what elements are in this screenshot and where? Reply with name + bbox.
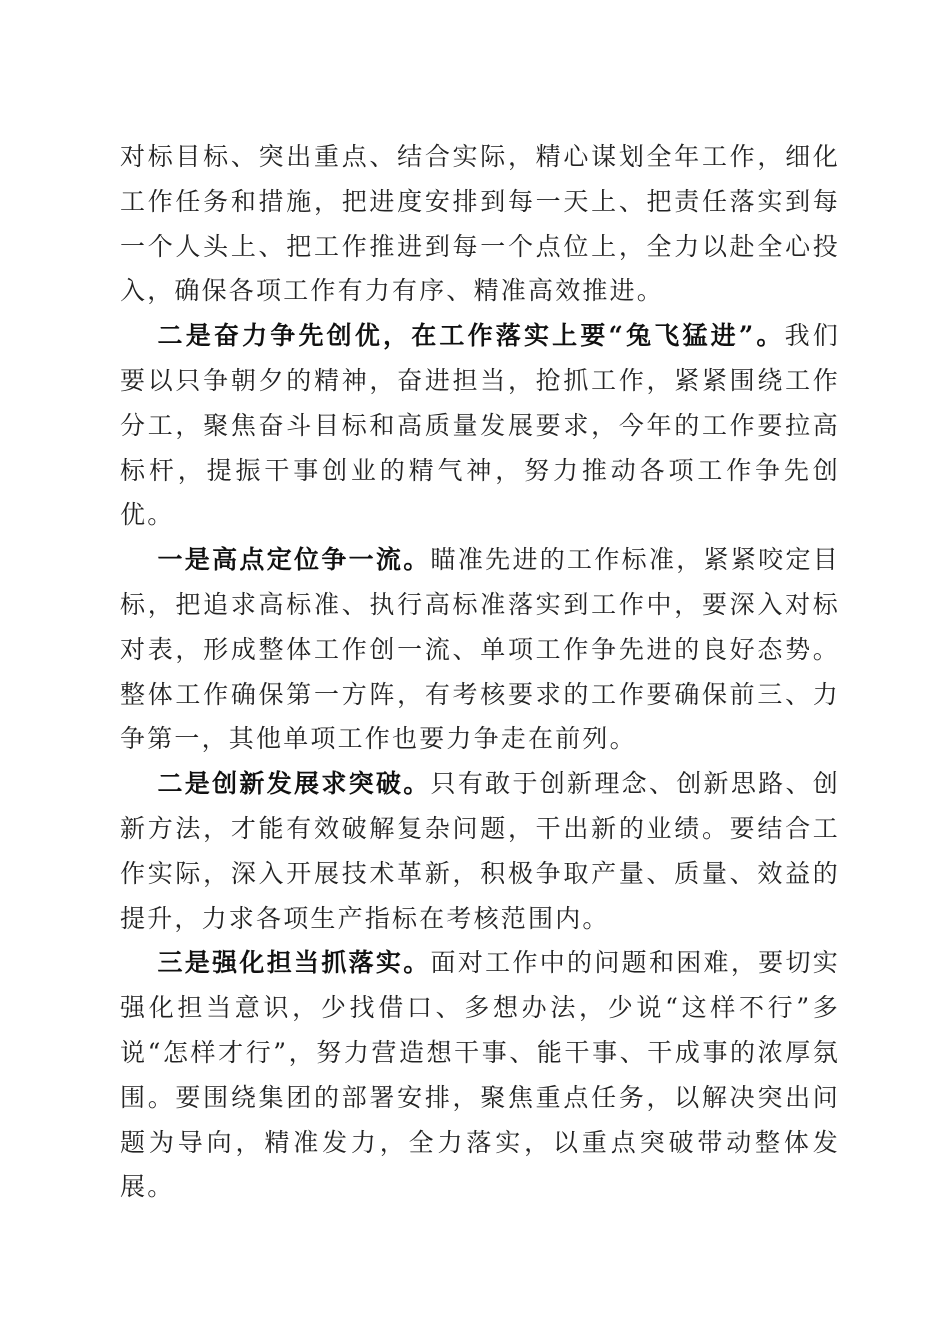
paragraph-1-text: 对标目标、突出重点、结合实际，精心谋划全年工作，细化工作任务和措施，把进度安排到每一天上、把责任落实到每一个人头上、把工作推进到每一个点位上，全力以赴全心投入，确保各项工作有力有序、精准高效推进。: [120, 142, 840, 306]
paragraph-4-heading: 二是创新发展求突破。: [157, 769, 431, 799]
paragraph-5: [120, 941, 840, 1210]
paragraph-2: [120, 314, 840, 538]
paragraph-5-text: 面对工作中的问题和困难，要切实强化担当意识，少找借口、多想办法，少说“这样不行”多说“怎样才行”，努力营造想干事、能干事、干成事的浓厚氛围。要围绕集团的部署安排，聚焦重点任务，以解决突出问题为导向，精准发力，全力落实，以重点突破带动整体发展。: [120, 948, 840, 1202]
paragraph-4: [120, 762, 840, 941]
paragraph-2-text: 我们要以只争朝夕的精神，奋进担当，抢抓工作，紧紧围绕工作分工，聚焦奋斗目标和高质量发展要求，今年的工作要拉高标杆，提振干事创业的精气神，努力推动各项工作争先创优。: [120, 321, 840, 530]
paragraph-2-heading: 二是奋力争先创优，在工作落实上要“兔飞猛进”。: [157, 321, 785, 351]
paragraph-3: [120, 538, 840, 762]
paragraph-1: [120, 135, 840, 314]
paragraph-5-heading: 三是强化担当抓落实。: [157, 948, 431, 978]
paragraph-3-text: 瞄准先进的工作标准，紧紧咬定目标，把追求高标准、执行高标准落实到工作中，要深入对标对表，形成整体工作创一流、单项工作争先进的良好态势。整体工作确保第一方阵，有考核要求的工作要确保前三、力争第一，其他单项工作也要力争走在前列。: [120, 545, 840, 754]
document-body: [120, 135, 840, 1210]
paragraph-3-heading: 一是高点定位争一流。: [157, 545, 431, 575]
paragraph-4-text: 只有敢于创新理念、创新思路、创新方法，才能有效破解复杂问题，干出新的业绩。要结合工作实际，深入开展技术革新，积极争取产量、质量、效益的提升，力求各项生产指标在考核范围内。: [120, 769, 840, 933]
